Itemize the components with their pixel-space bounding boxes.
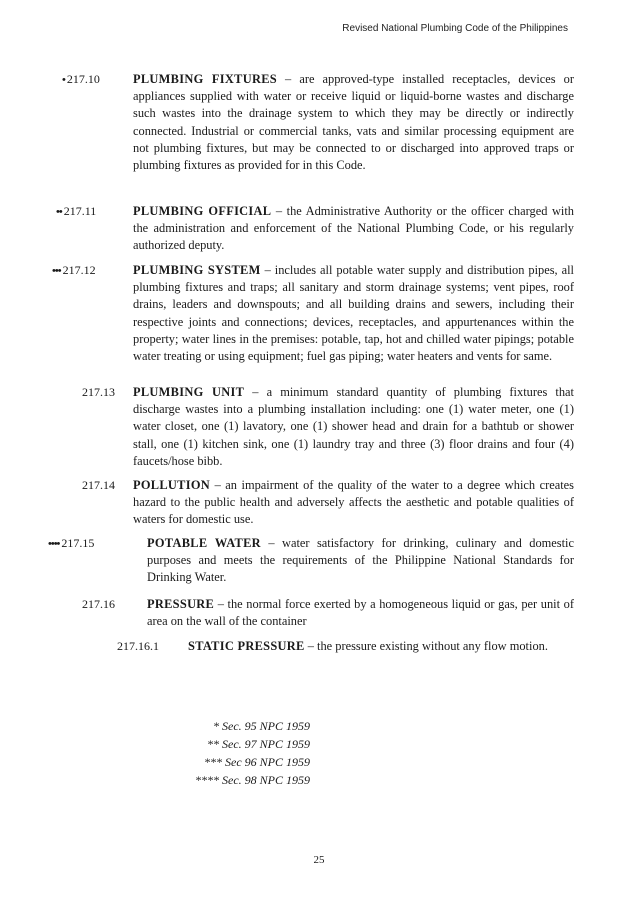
section-number: 217.15 — [61, 536, 95, 550]
footnote: *** Sec 96 NPC 1959 — [204, 755, 310, 769]
definition-text: – the normal force exerted by a homogeneous liquid or gas, per unit of area on the wall of the container — [147, 597, 574, 629]
section-body — [147, 596, 574, 630]
defined-term: PLUMBING UNIT — [133, 385, 245, 399]
section-number: 217.11 — [63, 204, 97, 218]
definition-text: – are approved-type installed receptacles, devices or appliances supplied with water or receive liquid or liquid-borne wastes and discharge such wastes into the drainage system to which they may be directly or indirectly connected. Industrial or commercial tanks, vats and similar processing equipment are not plumbing fixtures, but may be connected to or discharged into approved traps or plumbing fixtures as provided for in this Code. — [133, 72, 574, 173]
footnotes — [150, 717, 310, 789]
defined-term: PRESSURE — [147, 597, 215, 611]
section-number: 217.16 — [82, 597, 115, 611]
section-body — [133, 71, 574, 174]
defined-term: POLLUTION — [133, 478, 211, 492]
section-marker — [48, 535, 94, 553]
footnote: * Sec. 95 NPC 1959 — [213, 719, 310, 733]
footnote: ** Sec. 97 NPC 1959 — [207, 737, 310, 751]
section-marker — [80, 384, 115, 402]
section-number: 217.12 — [62, 263, 96, 277]
footnote-marker: •• — [56, 206, 62, 218]
section-marker — [62, 71, 100, 89]
definition-text: – includes all potable water supply and distribution pipes, all plumbing fixtures and traps; all sanitary and storm drainage systems; vent pipes, roof drains, leaders and downspouts; and all building drains and sewers, including their respective joints and connections; devices, receptacles, and appurtenances within the property; water lines in the premises: potable, tap, hot and chilled water pipings; potable water treating or using equipment; fuel gas piping; water heaters and vents for same. — [133, 263, 575, 364]
section-body — [147, 535, 574, 587]
section-body — [133, 203, 574, 255]
definition-text: – a minimum standard quantity of plumbing fixtures that discharge wastes into a plumbing installation including: one (1) water meter, one (1) water closet, one (1) lavatory, one (1) shower head and drain for a bathtub or shower stall, one (1) kitchen sink, one (1) laundry tray and three (3) floor drains and four (4) faucets/hose bibb. — [133, 385, 574, 468]
defined-term: STATIC PRESSURE — [188, 639, 305, 653]
running-header: Revised National Plumbing Code of the Philippines — [342, 23, 568, 34]
subsection-body — [188, 638, 578, 655]
section-body — [133, 384, 574, 470]
definition-text: – an impairment of the quality of the water to a degree which creates hazard to the public health and adversely affects the aesthetic and potable qualities of waters for domestic use. — [133, 478, 574, 527]
defined-term: POTABLE WATER — [147, 536, 261, 550]
defined-term: PLUMBING SYSTEM — [133, 263, 261, 277]
section-body — [133, 262, 574, 365]
section-number: 217.13 — [82, 385, 115, 399]
section-marker — [52, 262, 96, 280]
definition-text: – the Administrative Authority or the officer charged with the administration and enforcement of the National Plumbing Code, or his regularly authorized deputy. — [133, 204, 574, 253]
footnote: **** Sec. 98 NPC 1959 — [195, 773, 310, 787]
footnote-marker: ••• — [52, 265, 61, 277]
definition-text: – the pressure existing without any flow motion. — [304, 639, 548, 653]
section-number: 217.14 — [82, 478, 115, 492]
footnote-marker: •••• — [48, 538, 60, 550]
section-number: 217.10 — [66, 72, 100, 86]
footnote-marker: • — [62, 74, 65, 86]
definition-text: – water satisfactory for drinking, culinary and domestic purposes and meets the requirements of the Philippine National Standards for Drinking Water. — [147, 536, 574, 585]
defined-term: PLUMBING OFFICIAL — [133, 204, 272, 218]
section-body — [133, 477, 574, 529]
subsection-number: 217.16.1 — [117, 639, 159, 653]
page-number: 25 — [313, 854, 325, 866]
defined-term: PLUMBING FIXTURES — [133, 72, 277, 86]
section-marker — [80, 477, 115, 495]
section-marker — [80, 596, 115, 614]
section-marker — [56, 203, 96, 221]
